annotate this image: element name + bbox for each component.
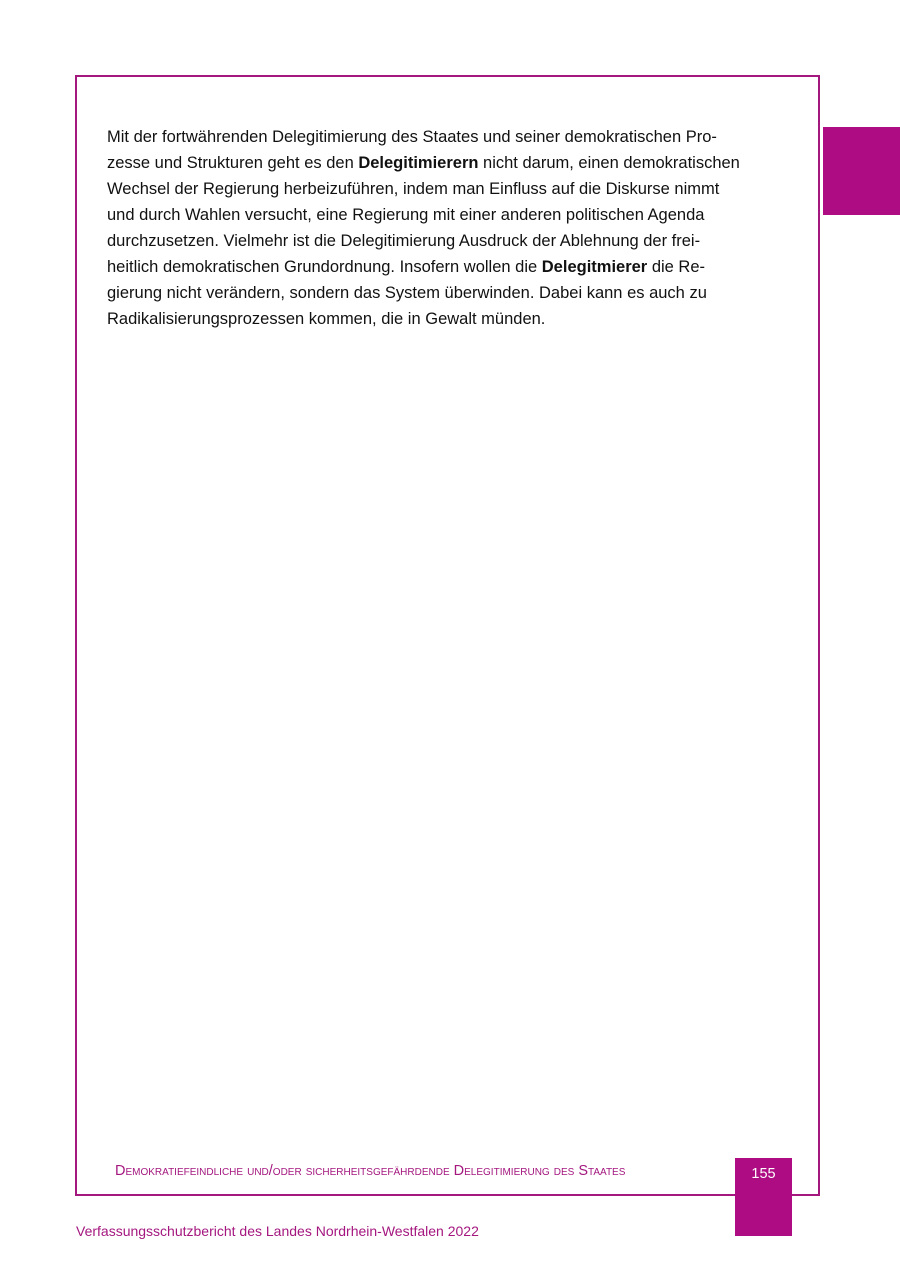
- text-line: und durch Wahlen versucht, eine Regierung mit einer anderen politischen Agenda: [107, 206, 705, 224]
- chapter-side-tab: [823, 127, 900, 215]
- text-line: Mit der fortwährenden Delegitimierung des Staates und seiner demokratischen Pro-: [107, 128, 717, 146]
- text-line: gierung nicht verändern, sondern das System überwinden. Dabei kann es auch zu: [107, 284, 707, 302]
- text-line: durchzusetzen. Vielmehr ist die Delegitimierung Ausdruck der Ablehnung der frei-: [107, 232, 701, 250]
- body-paragraph: [107, 124, 797, 332]
- bold-term: Delegitmierer: [541, 258, 648, 276]
- page-number: 155: [751, 1166, 776, 1182]
- text-line: heitlich demokratischen Grundordnung. Insofern wollen die Delegitmierer die Re-: [107, 258, 706, 276]
- text-line: Radikalisierungsprozessen kommen, die in Gewalt münden.: [107, 310, 546, 328]
- text-line: zesse und Strukturen geht es den Delegitimierern nicht darum, einen demokratischen: [107, 154, 740, 172]
- publication-title: Verfassungsschutzbericht des Landes Nordrhein-Westfalen 2022: [76, 1223, 479, 1239]
- chapter-running-title: Demokratiefeindliche und/oder sicherheitsgefährdende Delegitimierung des Staates: [115, 1163, 626, 1179]
- text-line: Wechsel der Regierung herbeizuführen, indem man Einfluss auf die Diskurse nimmt: [107, 180, 720, 198]
- bold-term: Delegitimierern: [358, 154, 479, 172]
